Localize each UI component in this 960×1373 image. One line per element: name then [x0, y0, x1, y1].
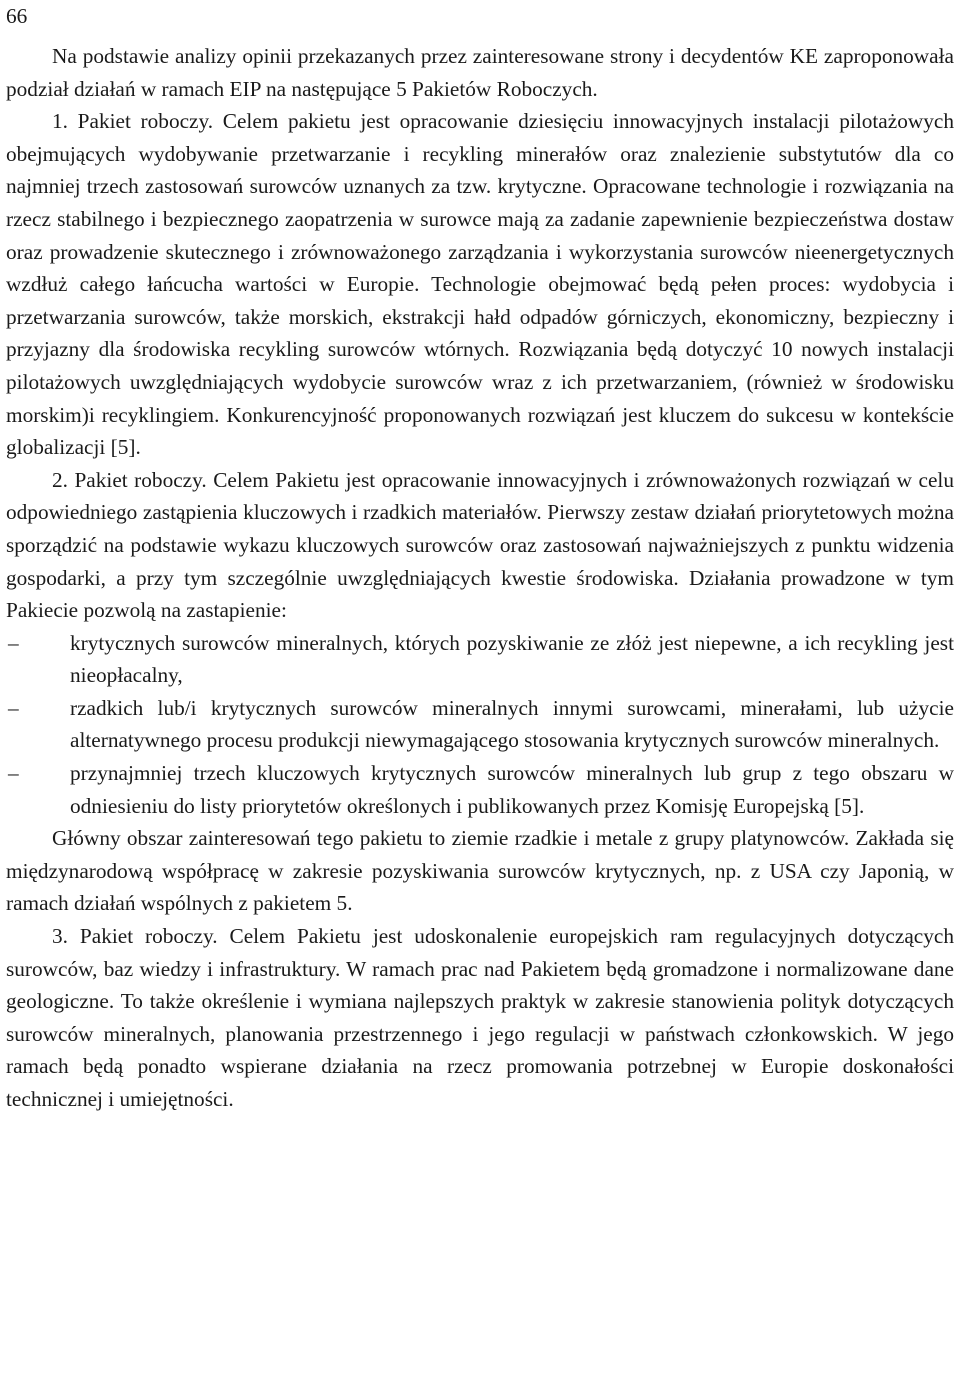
page-number: 66: [6, 4, 28, 28]
list-item: [6, 692, 954, 757]
rare-earths-paragraph: Główny obszar zainteresowań tego pakietu to ziemie rzadkie i metale z grupy platynowców. Zakłada się międzynarodową współpracę w zakresie pozyskiwania surowców krytycznych, np. z USA czy Japonią, w ramach działań wspólnych z pakietem 5.: [6, 826, 954, 916]
work-package-1-paragraph: 1. Pakiet roboczy. Celem pakietu jest opracowanie dziesięciu innowacyjnych instalacji pilotażowych obejmujących wydobywanie przetwarzanie i recykling minerałów oraz znalezienie substytutów dla co najmniej trzech zastosowań surowców uznanych za tzw. krytyczne. Opracowane technologie i rozwiązania na rzecz stabilnego i bezpiecznego zaopatrzenia w surowce mają za zadanie zapewnienie bezpieczeństwa dostaw oraz prowadzenie skutecznego i zrównoważonego zarządzania i wykorzystania surowców nieenergetycznych wzdłuż całego łańcucha wartości w Europie. Technologie obejmować będą pełen proces: wydobycia i przetwarzania surowców, także morskich, ekstrakcji hałd odpadów górniczych, ekonomiczny, bezpieczny i przyjazny dla środowiska recykling surowców wtórnych. Rozwiązania będą dotyczyć 10 nowych instalacji pilotażowych uwzględniających wydobycie surowców wraz z ich przetwarzaniem, (również w środowisku morskim)i recyklingiem. Konkurencyjność proponowanych rozwiązań jest kluczem do sukcesu w kontekście globalizacji [5].: [6, 109, 954, 460]
list-item-text: przynajmniej trzech kluczowych krytycznych surowców mineralnych lub grup z tego obszaru w odniesieniu do listy priorytetów określonych i publikowanych przez Komisję Europejską [5].: [70, 761, 954, 818]
list-item-text: krytycznych surowców mineralnych, których pozyskiwanie ze złóż jest niepewne, a ich recykling jest nieopłacalny,: [70, 630, 954, 688]
list-item-text: rzadkich lub/i krytycznych surowców mineralnych innymi surowcami, minerałami, lub użycie alternatywnego procesu produkcji niewymagającego stosowania krytycznych surowców mineralnych.: [70, 695, 954, 753]
page-content: [6, 40, 954, 1116]
dash-marker: –: [8, 761, 19, 786]
work-package-3-paragraph: 3. Pakiet roboczy. Celem Pakietu jest udoskonalenie europejskich ram regulacyjnych dotyczących surowców, baz wiedzy i infrastruktury. W ramach prac nad Pakietem będą gromadzone i normalizowane dane geologiczne. To także określenie i wymiana najlepszych praktyk w zakresie stanowienia polityk dotyczących surowców mineralnych, planowania przestrzennego i jego regulacji w państwach członkowskich. W jego ramach będą ponadto wspierane działania na rzecz promowania potrzebnej w Europie doskonałości technicznej i umiejętności.: [6, 924, 954, 1111]
work-package-2-paragraph: 2. Pakiet roboczy. Celem Pakietu jest opracowanie innowacyjnych i zrównoważonych rozwiązań w celu odpowiedniego zastąpienia kluczowych i rzadkich materiałów. Pierwszy zestaw działań priorytetowych można sporządzić na podstawie wykazu kluczowych surowców oraz zastosowań najważniejszych z punktu widzenia gospodarki, a przy tym szczególnie uwzględniających kwestie środowiska. Działania prowadzone w tym Pakiecie pozwolą na zastapienie:: [6, 467, 954, 623]
intro-paragraph: Na podstawie analizy opinii przekazanych przez zainteresowane strony i decydentów KE zaproponowała podział działań w ramach EIP na następujące 5 Pakietów Roboczych.: [6, 44, 954, 101]
list-item: [6, 757, 954, 822]
list-item: [6, 627, 954, 692]
replacement-list: [6, 627, 954, 823]
dash-marker: –: [8, 630, 19, 655]
dash-marker: –: [8, 695, 19, 720]
